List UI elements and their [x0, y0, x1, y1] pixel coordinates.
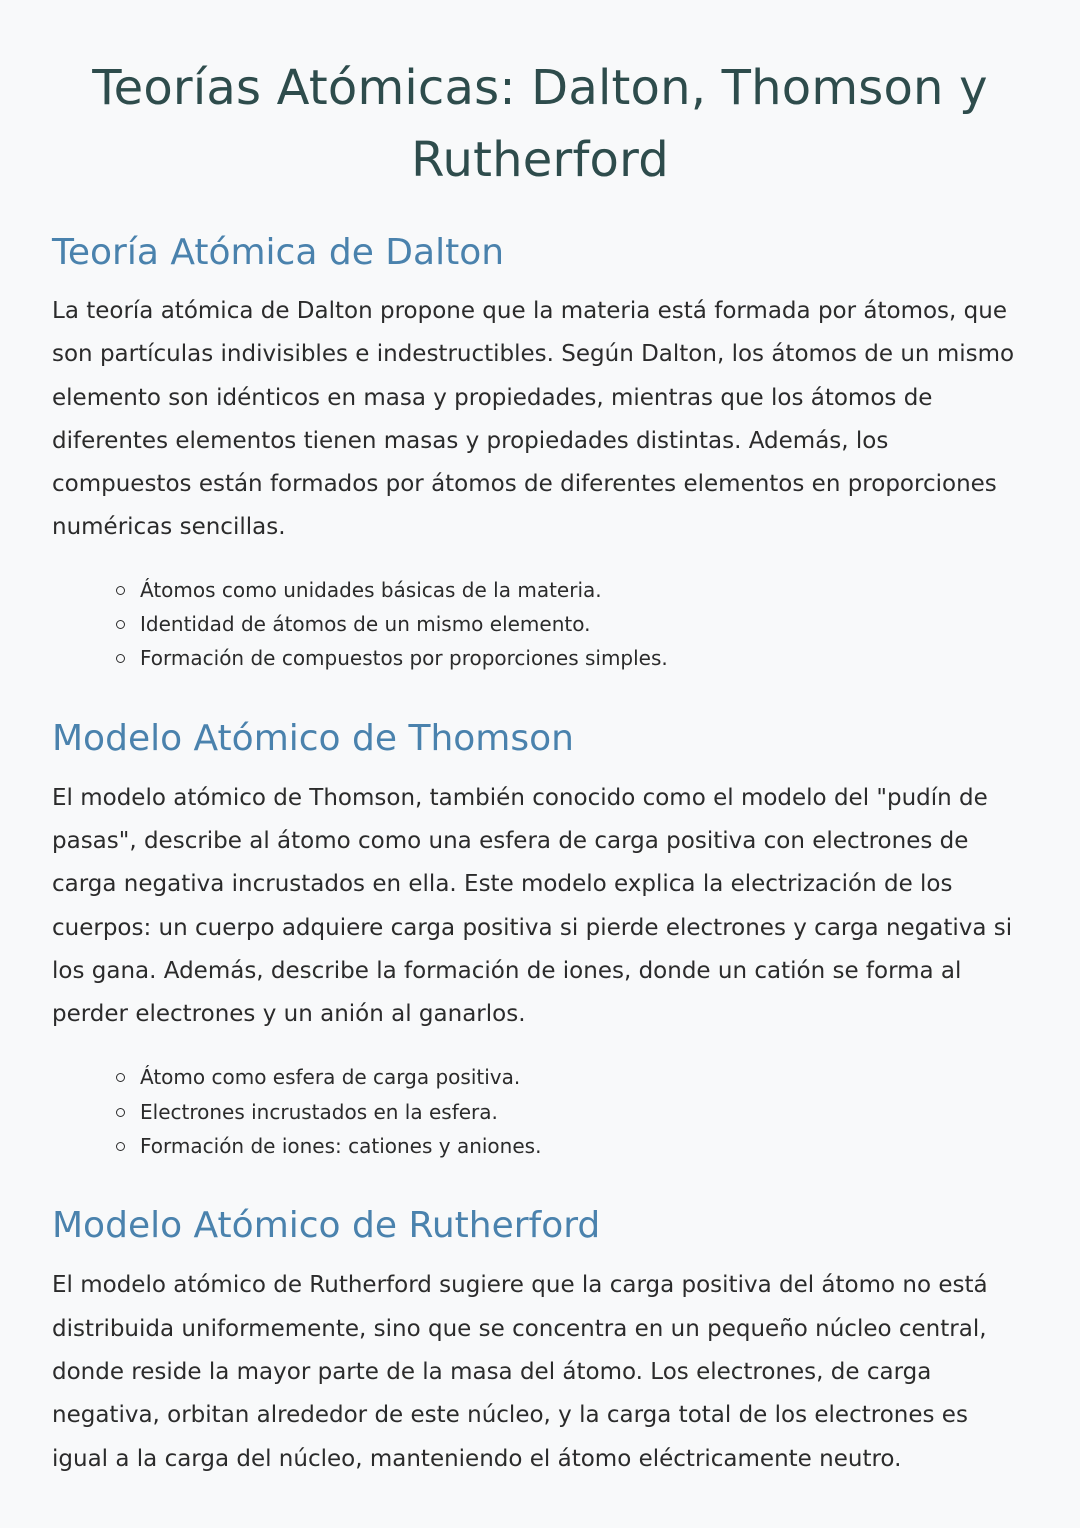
list-item: [116, 1095, 1028, 1129]
list-item-text: Átomos como unidades básicas de la materia.: [140, 577, 602, 602]
section-heading-thomson: Modelo Atómico de Thomson: [52, 717, 574, 759]
page-title: Teorías Atómicas: Dalton, Thomson y Rutherford: [92, 60, 988, 188]
circle-bullet-icon: [116, 586, 125, 595]
bullet-list-thomson: [52, 1060, 1028, 1163]
section-heading-rutherford: Modelo Atómico de Rutherford: [52, 1205, 601, 1247]
circle-bullet-icon: [116, 654, 125, 663]
list-item: [116, 607, 1028, 641]
list-item: [116, 1129, 1028, 1163]
list-item: [116, 573, 1028, 607]
circle-bullet-icon: [116, 1073, 125, 1082]
list-item-text: Identidad de átomos de un mismo elemento.: [140, 612, 591, 637]
list-item-text: Formación de compuestos por proporciones simples.: [140, 646, 668, 671]
list-item-text: Átomo como esfera de carga positiva.: [140, 1065, 521, 1090]
list-item-text: Formación de iones: cationes y aniones.: [140, 1134, 542, 1159]
section-paragraph-thomson: El modelo atómico de Thomson, también conocido como el modelo del "pudín de pasas", describe al átomo como una esfera de carga positiva con electrones de carga negativa incrustados en ella. Este modelo explica la electrización de los cuerpos: un cuerpo adquiere carga positiva si pierde electrones y carga negativa si los gana. Además, describe la formación de iones, donde un catión se forma al perder electrones y un anión al ganarlos.: [52, 784, 1013, 1028]
circle-bullet-icon: [116, 620, 125, 629]
bullet-list-dalton: [52, 573, 1028, 676]
list-item: [116, 641, 1028, 675]
circle-bullet-icon: [116, 1142, 125, 1151]
list-item: [116, 1060, 1028, 1094]
section-heading-dalton: Teoría Atómica de Dalton: [52, 232, 505, 273]
circle-bullet-icon: [116, 1108, 125, 1117]
section-paragraph-dalton: La teoría atómica de Dalton propone que la materia está formada por átomos, que son partículas indivisibles e indestructibles. Según Dalton, los átomos de un mismo elemento son idénticos en masa y propiedades, mientras que los átomos de diferentes elementos tienen masas y propiedades distintas. Además, los compuestos están formados por átomos de diferentes elementos en proporciones numéricas sencillas.: [52, 298, 1015, 541]
list-item-text: Electrones incrustados en la esfera.: [140, 1099, 498, 1124]
section-paragraph-rutherford: El modelo atómico de Rutherford sugiere que la carga positiva del átomo no está distribuida uniformemente, sino que se concentra en un pequeño núcleo central, donde reside la mayor parte de la masa del átomo. Los electrones, de carga negativa, orbitan alrededor de este núcleo, y la carga total de los electrones es igual a la carga del núcleo, manteniendo el átomo eléctricamente neutro.: [52, 1272, 988, 1472]
